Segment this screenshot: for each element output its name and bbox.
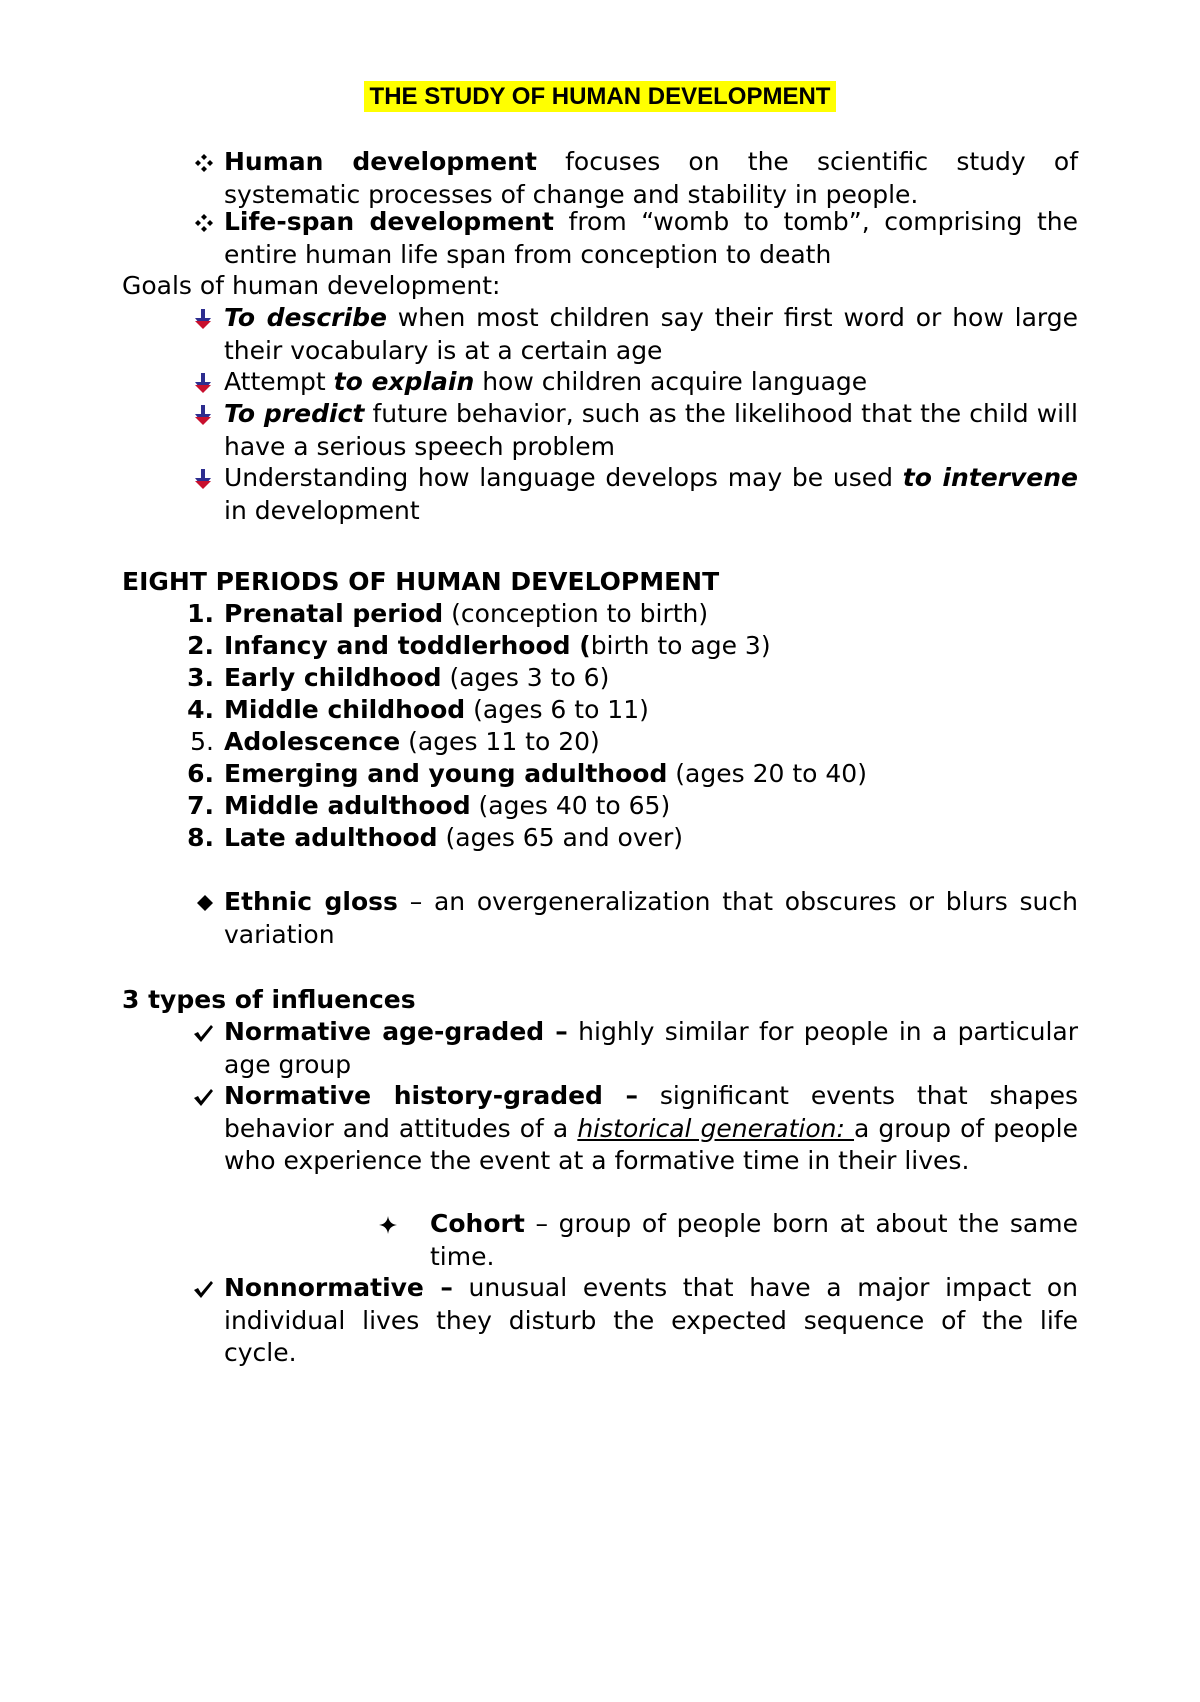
period-item: 8. Late adulthood (ages 65 and over) [224, 822, 1078, 855]
list-number: 7. [187, 791, 214, 820]
period-item: 2. Infancy and toddlerhood (birth to age 3) [224, 630, 1078, 663]
goal-item-predict: To predict future behavior, such as the likelihood that the child will have a serious speech problem [224, 398, 1078, 463]
term: Cohort [430, 1209, 525, 1238]
list-number: 6. [187, 759, 214, 788]
goal-item-intervene: Understanding how language develops may be used to intervene in development [224, 462, 1078, 527]
intro-item-human-development [224, 146, 1078, 211]
goal-emphasis: to intervene [902, 463, 1078, 492]
period-item: 1. Prenatal period (conception to birth) [224, 598, 1078, 631]
title-block [0, 80, 1200, 114]
four-diamond-bullet-icon [174, 206, 214, 239]
goal-item-explain: Attempt to explain how children acquire language [224, 366, 1078, 399]
list-number: 4. [187, 695, 214, 724]
influence-nonnormative: Nonnormative – unusual events that have a major impact on individual lives they disturb the expected sequence of the life cycle. [224, 1272, 1078, 1370]
down-arrow-bullet-icon [174, 398, 214, 431]
down-arrow-bullet-icon [174, 302, 214, 335]
term: Ethnic gloss [224, 887, 398, 916]
term: Normative history-graded – [224, 1081, 639, 1110]
influence-normative-history: Normative history-graded – significant events that shapes behavior and attitudes of a historical generation: a group of people who experience the event at a formative time in their lives. [224, 1080, 1078, 1178]
goal-emphasis: to explain [333, 367, 475, 396]
influence-normative-age: Normative age-graded – highly similar for people in a particular age group [224, 1016, 1078, 1081]
period-item: 4. Middle childhood (ages 6 to 11) [224, 694, 1078, 727]
list-number: 5. [190, 727, 214, 756]
list-number: 8. [187, 823, 214, 852]
four-diamond-bullet-icon [174, 146, 214, 179]
check-mark-icon [174, 1272, 214, 1305]
list-number: 1. [187, 599, 214, 628]
term: Human development [224, 147, 537, 176]
ethnic-gloss-item: Ethnic gloss – an overgeneralization that obscures or blurs such variation [224, 886, 1078, 951]
definition: from “womb to tomb”, comprising the entire human life span from conception to death [224, 207, 1078, 269]
intro-item-life-span [224, 206, 1078, 271]
period-item: 5. Adolescence (ages 11 to 20) [224, 726, 1078, 759]
term: Life-span development [224, 207, 554, 236]
solid-diamond-bullet-icon [174, 886, 214, 919]
influences-heading: 3 types of influences [122, 985, 416, 1014]
term: Nonnormative – [224, 1273, 453, 1302]
goal-item-describe: To describe when most children say their first word or how large their vocabulary is at a certain age [224, 302, 1078, 367]
four-point-star-bullet-icon [378, 1208, 418, 1241]
down-arrow-bullet-icon [174, 462, 214, 495]
list-number: 2. [187, 631, 214, 660]
down-arrow-bullet-icon [174, 366, 214, 399]
period-item: 3. Early childhood (ages 3 to 6) [224, 662, 1078, 695]
term: Normative age-graded – [224, 1017, 568, 1046]
underlined-term: historical generation: [577, 1113, 855, 1143]
check-mark-icon [174, 1080, 214, 1113]
list-number: 3. [187, 663, 214, 692]
goal-emphasis: To describe [224, 303, 387, 332]
definition: focuses on the scientific study of systematic processes of change and stability in people. [224, 147, 1078, 209]
goals-heading: Goals of human development: [122, 271, 501, 300]
document-title: THE STUDY OF HUMAN DEVELOPMENT [364, 81, 837, 112]
period-item: 6. Emerging and young adulthood (ages 20 to 40) [224, 758, 1078, 791]
cohort-item: Cohort – group of people born at about the same time. [430, 1208, 1078, 1273]
periods-heading: EIGHT PERIODS OF HUMAN DEVELOPMENT [122, 567, 720, 596]
period-item: 7. Middle adulthood (ages 40 to 65) [224, 790, 1078, 823]
check-mark-icon [174, 1016, 214, 1049]
goal-emphasis: To predict [224, 399, 365, 428]
